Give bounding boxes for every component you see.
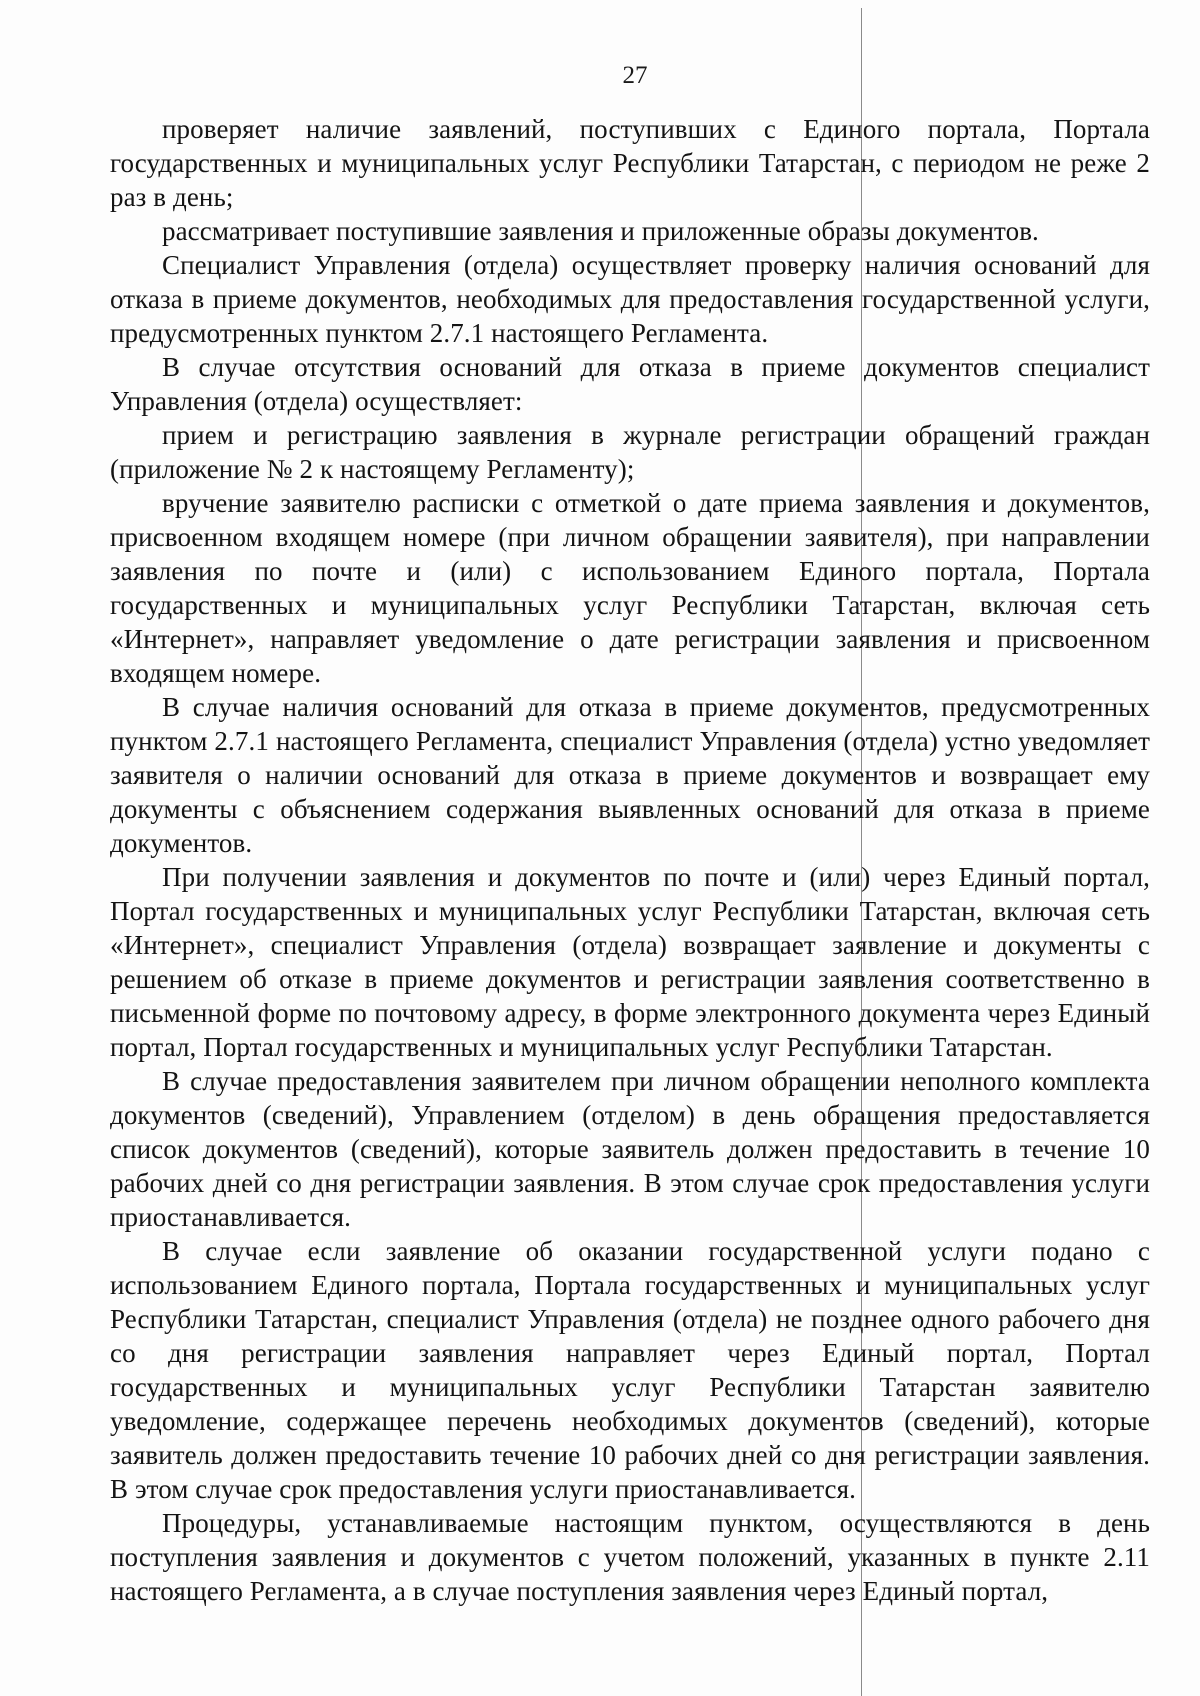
paragraph-9: В случае предоставления заявителем при личном обращении неполного комплекта документов (сведений), Управлением (отделом) в день обращения предоставляется список документов (сведений), которые заявитель должен предоставить в течение 10 рабочих дней со дня регистрации заявления. В этом случае срок предоставления услуги приостанавливается.	[110, 1066, 1150, 1232]
paragraph-10: В случае если заявление об оказании государственной услуги подано с использованием Единого портала, Портала государственных и муниципальных услуг Республики Татарстан, специалист Управления (отдела) не позднее одного рабочего дня со дня регистрации заявления направляет через Единый портал, Портал государственных и муниципальных услуг Республики Татарстан заявителю уведомление, содержащее перечень необходимых документов (сведений), которые заявитель должен предоставить течение 10 рабочих дней со дня регистрации заявления. В этом случае срок предоставления услуги приостанавливается.	[110, 1236, 1150, 1504]
document-body	[110, 112, 1150, 1608]
paragraph-5: прием и регистрацию заявления в журнале регистрации обращений граждан (приложение № 2 к настоящему Регламенту);	[110, 420, 1150, 484]
paragraph-6: вручение заявителю расписки с отметкой о дате приема заявления и документов, присвоенном входящем номере (при личном обращении заявителя), при направлении заявления по почте и (или) с использованием Единого портала, Портала государственных и муниципальных услуг Республики Татарстан, включая сеть «Интернет», направляет уведомление о дате регистрации заявления и присвоенном входящем номере.	[110, 488, 1150, 688]
paragraph-4: В случае отсутствия оснований для отказа в приеме документов специалист Управления (отдела) осуществляет:	[110, 352, 1150, 416]
paragraph-2: рассматривает поступившие заявления и приложенные образы документов.	[162, 216, 1039, 246]
paragraph-8: При получении заявления и документов по почте и (или) через Единый портал, Портал государственных и муниципальных услуг Республики Татарстан, включая сеть «Интернет», специалист Управления (отдела) возвращает заявление и документы с решением об отказе в приеме документов и регистрации заявления соответственно в письменной форме по почтовому адресу, в форме электронного документа через Единый портал, Портал государственных и муниципальных услуг Республики Татарстан.	[110, 862, 1150, 1062]
paragraph-11: Процедуры, устанавливаемые настоящим пунктом, осуществляются в день поступления заявления и документов с учетом положений, указанных в пункте 2.11 настоящего Регламента, а в случае поступления заявления через Единый портал,	[110, 1508, 1150, 1606]
paragraph-3: Специалист Управления (отдела) осуществляет проверку наличия оснований для отказа в приеме документов, необходимых для предоставления государственной услуги, предусмотренных пунктом 2.7.1 настоящего Регламента.	[110, 250, 1150, 348]
paragraph-1: проверяет наличие заявлений, поступивших с Единого портала, Портала государственных и муниципальных услуг Республики Татарстан, с периодом не реже 2 раз в день;	[110, 114, 1150, 212]
paragraph-7: В случае наличия оснований для отказа в приеме документов, предусмотренных пунктом 2.7.1 настоящего Регламента, специалист Управления (отдела) устно уведомляет заявителя о наличии оснований для отказа в приеме документов и возвращает ему документы с объяснением содержания выявленных оснований для отказа в приеме документов.	[110, 692, 1150, 858]
page-number: 27	[622, 62, 648, 89]
